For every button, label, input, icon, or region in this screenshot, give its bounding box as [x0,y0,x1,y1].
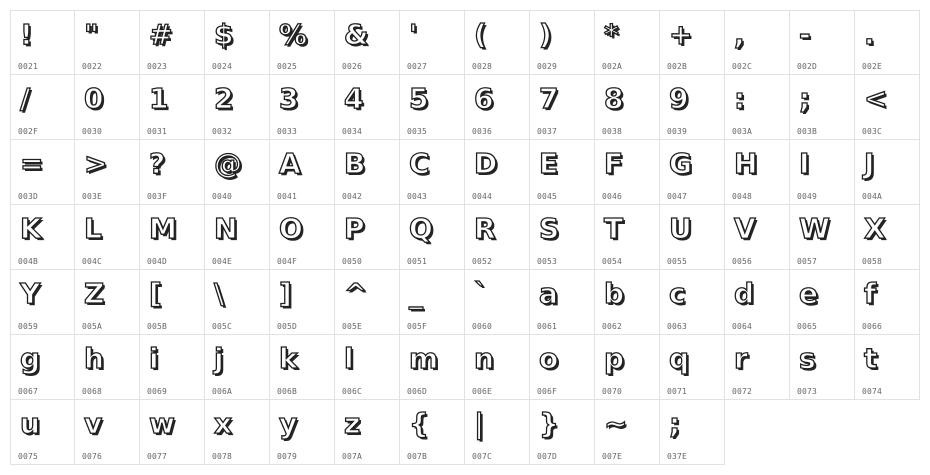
glyph-character: J [864,147,875,180]
glyph-character: ; [669,407,681,440]
glyph-codepoint: 002E [862,62,883,71]
glyph-codepoint: 0059 [18,322,39,331]
glyph-character: } [539,407,559,440]
glyph-codepoint: 0036 [472,127,493,136]
glyph-cell[interactable] [10,75,75,140]
glyph-cell[interactable] [75,335,140,400]
glyph-cell[interactable] [725,335,790,400]
glyph-character: ? [149,147,166,180]
glyph-character: H [734,147,758,180]
glyph-cell[interactable] [595,140,660,205]
glyph-cell[interactable] [400,335,465,400]
glyph-cell[interactable] [725,75,790,140]
glyph-character: S [539,212,560,245]
glyph-codepoint: 005C [212,322,233,331]
glyph-character: " [84,18,99,51]
glyph-character: g [20,342,41,375]
glyph-codepoint: 0051 [407,257,428,266]
glyph-character: ( [474,18,487,51]
glyph-codepoint: 0047 [667,192,688,201]
glyph-cell[interactable] [205,140,270,205]
glyph-codepoint: 003F [147,192,168,201]
glyph-character: { [409,407,429,440]
glyph-character: u [20,407,40,440]
glyph-character: X [864,212,886,245]
glyph-cell[interactable] [335,400,400,465]
glyph-codepoint: 0033 [277,127,298,136]
glyph-character: l [344,342,354,375]
glyph-codepoint: 005D [277,322,298,331]
glyph-codepoint: 0034 [342,127,363,136]
glyph-cell[interactable] [205,270,270,335]
glyph-codepoint: 006E [472,387,493,396]
glyph-cell[interactable] [790,270,855,335]
glyph-codepoint: 0067 [18,387,39,396]
glyph-cell[interactable] [270,400,335,465]
glyph-cell[interactable] [205,400,270,465]
glyph-codepoint: 0048 [732,192,753,201]
glyph-codepoint: 003D [18,192,39,201]
glyph-character: # [149,18,173,51]
glyph-codepoint: 0079 [277,452,298,461]
glyph-character: q [669,342,690,375]
glyph-character: 0 [84,82,104,115]
glyph-codepoint: 007E [602,452,623,461]
glyph-codepoint: 037E [667,452,688,461]
glyph-character: T [604,212,624,245]
glyph-character: C [409,147,430,180]
glyph-codepoint: 0070 [602,387,623,396]
glyph-cell[interactable] [10,10,75,75]
glyph-cell[interactable] [660,205,725,270]
glyph-codepoint: 0066 [862,322,883,331]
glyph-character: + [669,18,693,51]
glyph-character: k [279,342,298,375]
glyph-grid [10,10,920,465]
glyph-codepoint: 0050 [342,257,363,266]
glyph-character: 5 [409,82,429,115]
glyph-cell[interactable] [335,140,400,205]
glyph-cell[interactable] [205,335,270,400]
glyph-codepoint: 0061 [537,322,558,331]
glyph-character: 3 [279,82,299,115]
glyph-codepoint: 005F [407,322,428,331]
glyph-codepoint: 006D [407,387,428,396]
glyph-character: Q [409,212,433,245]
glyph-cell[interactable] [465,400,530,465]
glyph-cell[interactable] [660,335,725,400]
glyph-character: O [279,212,303,245]
glyph-character: W [799,212,830,245]
glyph-cell[interactable] [75,10,140,75]
glyph-cell[interactable] [790,10,855,75]
glyph-character: x [214,407,233,440]
glyph-codepoint: 0074 [862,387,883,396]
glyph-cell[interactable] [465,10,530,75]
glyph-character: h [84,342,104,375]
glyph-character: a [539,277,558,310]
glyph-codepoint: 003A [732,127,753,136]
glyph-character: D [474,147,498,180]
glyph-codepoint: 004A [862,192,883,201]
glyph-character: F [604,147,624,180]
glyph-cell[interactable] [855,140,920,205]
glyph-cell[interactable] [530,400,595,465]
glyph-character: | [474,407,485,440]
glyph-cell[interactable] [140,400,205,465]
glyph-character: 7 [539,82,559,115]
glyph-character: p [604,342,625,375]
glyph-character: [ [149,277,162,310]
glyph-cell[interactable] [530,205,595,270]
glyph-cell[interactable] [400,205,465,270]
glyph-codepoint: 0039 [667,127,688,136]
glyph-codepoint: 005E [342,322,363,331]
glyph-cell[interactable] [790,75,855,140]
glyph-codepoint: 003B [797,127,818,136]
glyph-character: 6 [474,82,494,115]
glyph-character: : [734,82,746,115]
glyph-character: R [474,212,496,245]
glyph-character: d [734,277,755,310]
glyph-cell[interactable] [205,75,270,140]
glyph-cell[interactable] [595,400,660,465]
glyph-cell[interactable] [660,75,725,140]
glyph-codepoint: 004E [212,257,233,266]
glyph-character: v [84,407,103,440]
glyph-cell[interactable] [270,205,335,270]
glyph-codepoint: 0065 [797,322,818,331]
glyph-character: 8 [604,82,624,115]
glyph-character: U [669,212,692,245]
glyph-codepoint: 0062 [602,322,623,331]
glyph-character: / [20,82,31,115]
glyph-character: _ [409,277,423,310]
glyph-codepoint: 0056 [732,257,753,266]
glyph-cell[interactable] [10,270,75,335]
glyph-character: ~ [604,407,628,440]
glyph-cell[interactable] [75,205,140,270]
glyph-codepoint: 0075 [18,452,39,461]
glyph-cell[interactable] [660,400,725,465]
glyph-codepoint: 0022 [82,62,103,71]
glyph-character: P [344,212,365,245]
glyph-codepoint: 0037 [537,127,558,136]
glyph-codepoint: 0052 [472,257,493,266]
glyph-codepoint: 0024 [212,62,233,71]
glyph-cell[interactable] [400,140,465,205]
glyph-codepoint: 002B [667,62,688,71]
glyph-codepoint: 0064 [732,322,753,331]
glyph-codepoint: 0041 [277,192,298,201]
glyph-codepoint: 0049 [797,192,818,201]
glyph-codepoint: 006B [277,387,298,396]
glyph-codepoint: 0073 [797,387,818,396]
glyph-cell[interactable] [140,205,205,270]
glyph-cell[interactable] [530,335,595,400]
glyph-cell[interactable] [790,140,855,205]
glyph-character: i [149,342,159,375]
glyph-codepoint: 0035 [407,127,428,136]
glyph-codepoint: 007D [537,452,558,461]
glyph-cell[interactable] [660,10,725,75]
glyph-character: Y [20,277,41,310]
glyph-cell[interactable] [465,140,530,205]
glyph-codepoint: 0029 [537,62,558,71]
glyph-codepoint: 0031 [147,127,168,136]
glyph-cell[interactable] [790,205,855,270]
glyph-codepoint: 0027 [407,62,428,71]
glyph-character: @ [214,147,242,180]
glyph-cell[interactable] [595,75,660,140]
glyph-character: ! [20,18,33,51]
glyph-character: Z [84,277,105,310]
glyph-character: I [799,147,810,180]
glyph-codepoint: 0069 [147,387,168,396]
glyph-codepoint: 005A [82,322,103,331]
glyph-cell[interactable] [725,205,790,270]
glyph-cell[interactable] [660,140,725,205]
glyph-character: y [279,407,298,440]
glyph-cell[interactable] [855,75,920,140]
glyph-character: B [344,147,366,180]
glyph-cell[interactable] [595,270,660,335]
glyph-character: M [149,212,177,245]
glyph-character: 4 [344,82,364,115]
glyph-codepoint: 002A [602,62,623,71]
glyph-character: z [344,407,361,440]
glyph-character: , [734,18,745,51]
glyph-character: A [279,147,301,180]
glyph-cell[interactable] [530,270,595,335]
glyph-cell[interactable] [140,10,205,75]
glyph-codepoint: 0068 [82,387,103,396]
glyph-codepoint: 0077 [147,452,168,461]
glyph-cell[interactable] [335,10,400,75]
glyph-cell[interactable] [270,75,335,140]
glyph-codepoint: 0060 [472,322,493,331]
glyph-cell[interactable] [10,335,75,400]
glyph-character: s [799,342,816,375]
glyph-codepoint: 0042 [342,192,363,201]
glyph-cell[interactable] [10,205,75,270]
glyph-character: ^ [344,277,368,310]
glyph-cell[interactable] [140,270,205,335]
glyph-codepoint: 006C [342,387,363,396]
glyph-codepoint: 0026 [342,62,363,71]
glyph-cell[interactable] [465,270,530,335]
glyph-cell[interactable] [595,10,660,75]
glyph-cell[interactable] [400,400,465,465]
glyph-codepoint: 004F [277,257,298,266]
glyph-codepoint: 006F [537,387,558,396]
glyph-codepoint: 0053 [537,257,558,266]
glyph-codepoint: 0058 [862,257,883,266]
glyph-character: o [539,342,559,375]
glyph-cell[interactable] [530,75,595,140]
glyph-codepoint: 0078 [212,452,233,461]
glyph-codepoint: 004B [18,257,39,266]
glyph-character: E [539,147,559,180]
glyph-codepoint: 002C [732,62,753,71]
glyph-codepoint: 0028 [472,62,493,71]
glyph-codepoint: 0046 [602,192,623,201]
glyph-cell[interactable] [205,10,270,75]
glyph-cell[interactable] [530,10,595,75]
glyph-character: G [669,147,692,180]
glyph-character: - [799,18,811,51]
glyph-character: ) [539,18,552,51]
glyph-codepoint: 0072 [732,387,753,396]
glyph-codepoint: 003C [862,127,883,136]
glyph-codepoint: 0055 [667,257,688,266]
glyph-character: b [604,277,625,310]
glyph-cell[interactable] [335,75,400,140]
glyph-character: \ [214,277,225,310]
glyph-character: 2 [214,82,234,115]
glyph-cell[interactable] [530,140,595,205]
glyph-codepoint: 004D [147,257,168,266]
glyph-cell[interactable] [335,335,400,400]
glyph-character: ' [409,18,418,51]
glyph-character: . [864,18,875,51]
glyph-cell[interactable] [595,205,660,270]
glyph-cell[interactable] [140,140,205,205]
glyph-cell[interactable] [75,400,140,465]
glyph-codepoint: 002F [18,127,39,136]
glyph-character: V [734,212,756,245]
glyph-cell[interactable] [205,205,270,270]
glyph-character: c [669,277,686,310]
glyph-codepoint: 002D [797,62,818,71]
glyph-cell[interactable] [270,270,335,335]
glyph-character: m [409,342,439,375]
glyph-cell[interactable] [725,140,790,205]
glyph-cell[interactable] [140,335,205,400]
glyph-character: & [344,18,369,51]
glyph-character: e [799,277,818,310]
glyph-codepoint: 0040 [212,192,233,201]
glyph-character: > [84,147,108,180]
glyph-codepoint: 004C [82,257,103,266]
glyph-codepoint: 0021 [18,62,39,71]
glyph-codepoint: 0025 [277,62,298,71]
glyph-cell[interactable] [465,75,530,140]
glyph-codepoint: 0032 [212,127,233,136]
glyph-codepoint: 007A [342,452,363,461]
glyph-codepoint: 006A [212,387,233,396]
glyph-character: w [149,407,175,440]
glyph-character: N [214,212,238,245]
glyph-cell[interactable] [335,270,400,335]
glyph-character: ; [799,82,811,115]
glyph-character: r [734,342,748,375]
glyph-cell[interactable] [855,270,920,335]
glyph-character: ` [474,277,488,310]
glyph-cell[interactable] [400,10,465,75]
glyph-codepoint: 0076 [82,452,103,461]
glyph-cell[interactable] [75,270,140,335]
glyph-cell[interactable] [725,270,790,335]
glyph-cell[interactable] [725,10,790,75]
glyph-character: ] [279,277,292,310]
glyph-character: $ [214,18,234,51]
glyph-cell[interactable] [465,205,530,270]
glyph-cell[interactable] [270,10,335,75]
glyph-codepoint: 0057 [797,257,818,266]
glyph-cell[interactable] [270,335,335,400]
glyph-codepoint: 0044 [472,192,493,201]
glyph-character: n [474,342,494,375]
glyph-cell[interactable] [140,75,205,140]
glyph-codepoint: 0030 [82,127,103,136]
glyph-codepoint: 007C [472,452,493,461]
glyph-codepoint: 005B [147,322,168,331]
glyph-codepoint: 003E [82,192,103,201]
glyph-codepoint: 0038 [602,127,623,136]
glyph-codepoint: 0054 [602,257,623,266]
glyph-character: K [20,212,42,245]
glyph-character: * [604,18,619,51]
glyph-cell[interactable] [595,335,660,400]
glyph-codepoint: 0043 [407,192,428,201]
glyph-codepoint: 0023 [147,62,168,71]
glyph-codepoint: 0045 [537,192,558,201]
glyph-character: 9 [669,82,689,115]
glyph-character: f [864,277,877,310]
glyph-character: j [214,342,224,375]
glyph-cell[interactable] [10,400,75,465]
glyph-cell[interactable] [790,335,855,400]
glyph-codepoint: 007B [407,452,428,461]
glyph-cell[interactable] [335,205,400,270]
glyph-character: t [864,342,878,375]
glyph-cell[interactable] [855,335,920,400]
glyph-cell[interactable] [10,140,75,205]
glyph-character: = [20,147,44,180]
glyph-character: % [279,18,308,51]
glyph-codepoint: 0071 [667,387,688,396]
glyph-character: L [84,212,102,245]
glyph-cell[interactable] [855,205,920,270]
glyph-codepoint: 0063 [667,322,688,331]
glyph-cell[interactable] [400,270,465,335]
glyph-character: 1 [149,82,169,115]
glyph-cell[interactable] [660,270,725,335]
glyph-cell[interactable] [465,335,530,400]
glyph-cell[interactable] [270,140,335,205]
glyph-character: < [864,82,888,115]
glyph-cell[interactable] [75,140,140,205]
glyph-cell[interactable] [75,75,140,140]
glyph-cell[interactable] [855,10,920,75]
glyph-cell[interactable] [400,75,465,140]
